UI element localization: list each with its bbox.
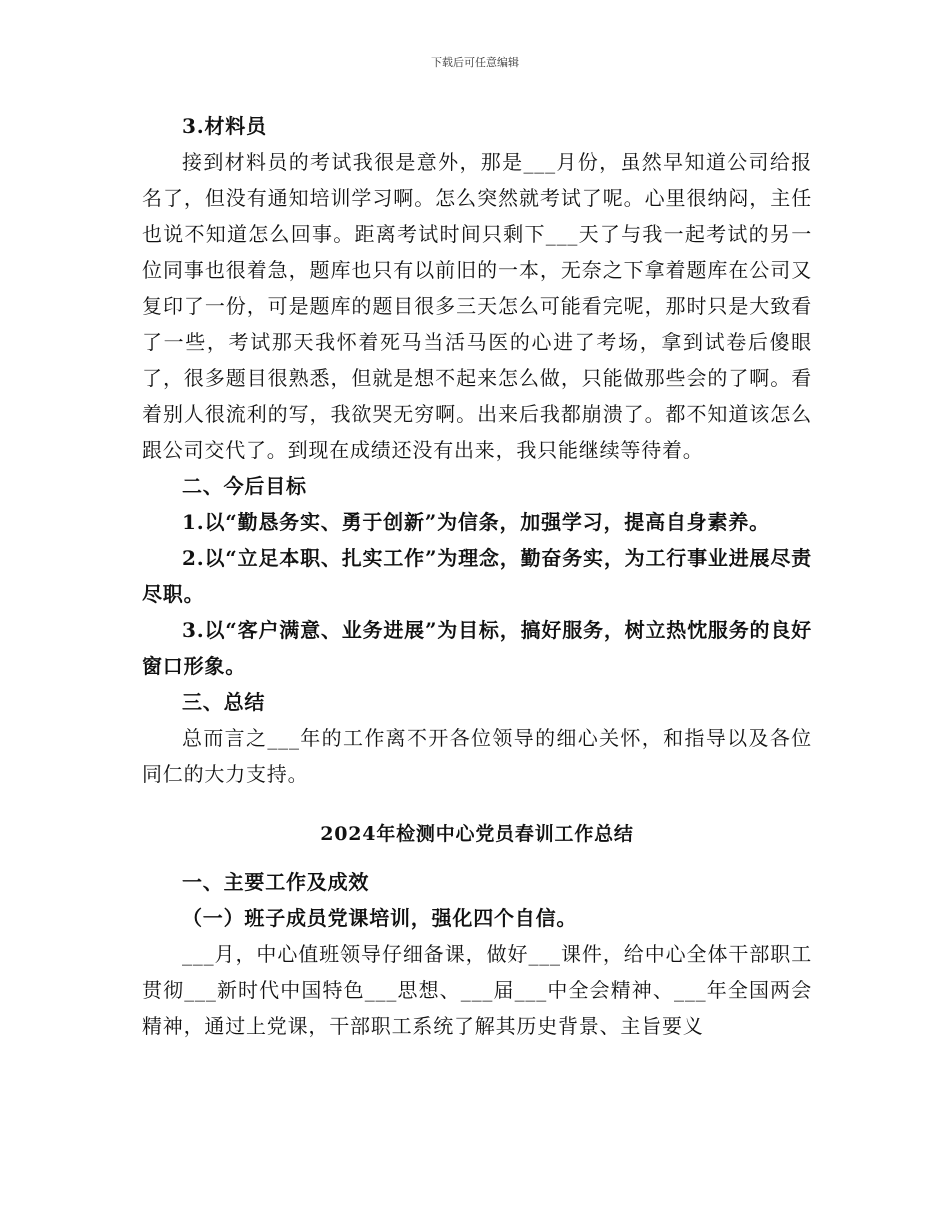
document-body [142,108,812,1044]
heading-future-goals: 二、今后目标 [182,474,307,498]
heading-main-work: 一、主要工作及成效 [182,870,370,894]
page-header-note: 下载后可任意编辑 [431,56,519,69]
heading-material-clerk: 3.材料员 [182,114,267,138]
heading-summary: 三、总结 [182,690,266,714]
goal-item-2: 2.以“立足本职、扎实工作”为理念，勤奋务实，为工行事业进展尽责尽职。 [142,546,812,606]
goal-item-3: 3.以“客户满意、业务进展”为目标，搞好服务，树立热忱服务的良好窗口形象。 [142,618,812,678]
goal-item-1: 1.以“勤恳务实、勇于创新”为信条，加强学习，提高自身素养。 [182,510,770,534]
paragraph-party-lecture: ___月，中心值班领导仔细备课，做好___课件，给中心全体干部职工贯彻___新时代中国特色___思想、___届___中全会精神、___年全国两会精神，通过上党课，干部职工系统了解其历史背景、主旨要义 [142,942,812,1038]
subheading-party-lecture: （一）班子成员党课培训，强化四个自信。 [182,906,578,930]
paragraph-material-exam: 接到材料员的考试我很是意外，那是___月份，虽然早知道公司给报名了，但没有通知培训学习啊。怎么突然就考试了呢。心里很纳闷，主任也说不知道怎么回事。距离考试时间只剩下___天了与我一起考试的另一位同事也很着急，题库也只有以前旧的一本，无奈之下拿着题库在公司又复印了一份，可是题库的题目很多三天怎么可能看完呢，那时只是大致看了一些，考试那天我怀着死马当活马医的心进了考场，拿到试卷后傻眼了，很多题目很熟悉，但就是想不起来怎么做，只能做那些会的了啊。看着别人很流利的写，我欲哭无穷啊。出来后我都崩溃了。都不知道该怎么跟公司交代了。到现在成绩还没有出来，我只能继续等待着。 [142,150,812,462]
document-title: 2024年检测中心党员春训工作总结 [320,823,634,845]
paragraph-summary: 总而言之___年的工作离不开各位领导的细心关怀，和指导以及各位同仁的大力支持。 [142,726,812,786]
